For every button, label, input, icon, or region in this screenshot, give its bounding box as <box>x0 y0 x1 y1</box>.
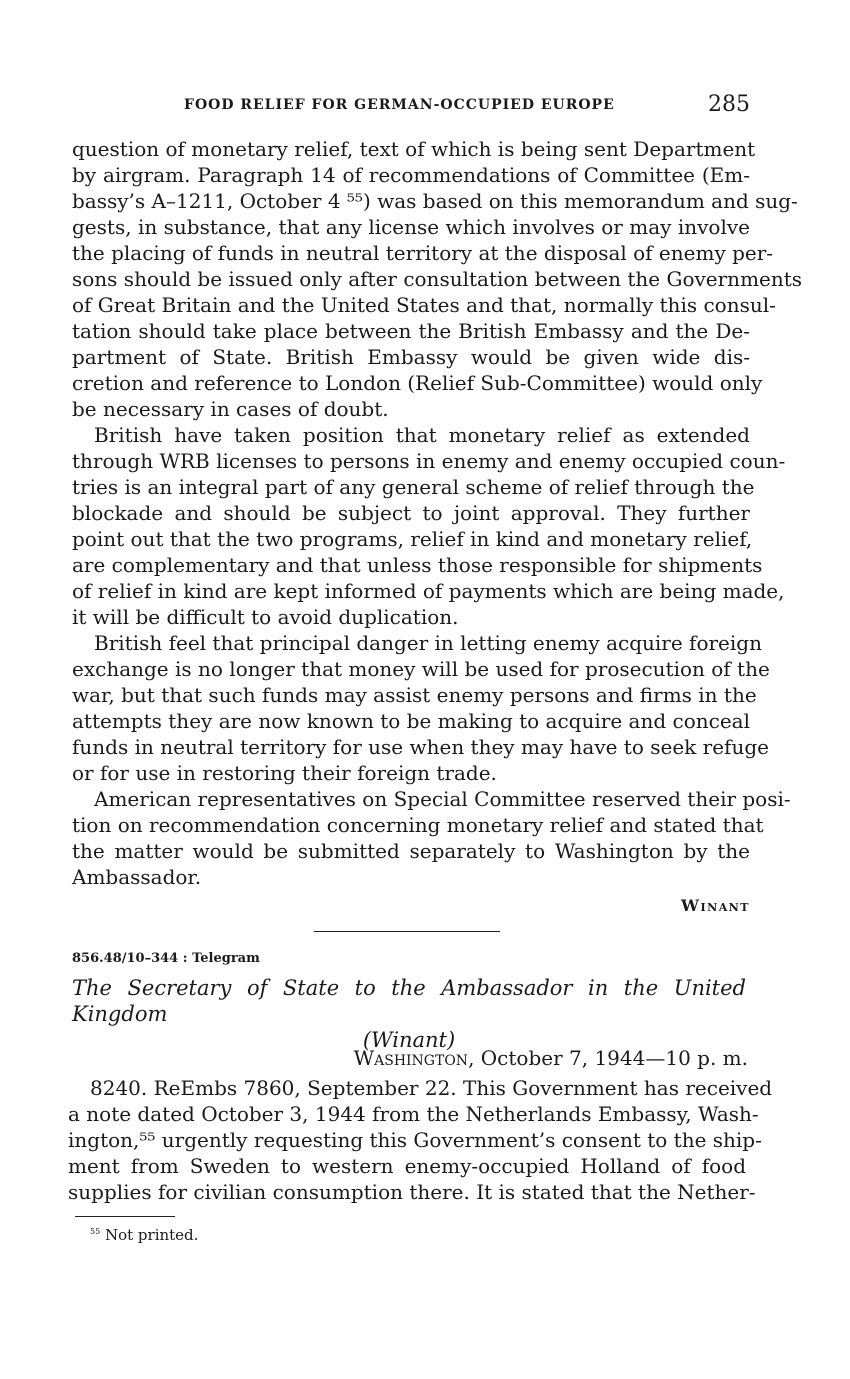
body-line: question of monetary relief, text of which is being sent Department <box>72 137 756 161</box>
telegram-heading <box>72 975 746 1053</box>
body-line: cretion and reference to London (Relief Sub-Committee) would only <box>72 371 763 395</box>
body-line: partment of State. British Embassy would be given wide dis- <box>72 345 750 369</box>
dateline-date: , October 7, 1944—10 p. m. <box>468 1046 748 1070</box>
body-line: the placing of funds in neutral territory at the disposal of enemy per- <box>72 241 774 265</box>
body-line: war, but that such funds may assist enemy persons and firms in the <box>72 683 757 707</box>
body-line: American representatives on Special Committee reserved their posi- <box>94 787 791 811</box>
body-line: it will be difficult to avoid duplication. <box>72 605 459 629</box>
body-line: gests, in substance, that any license which involves or may involve <box>72 215 750 239</box>
telegram-line: 8240. ReEmbs 7860, September 22. This Government has received <box>90 1076 773 1100</box>
dateline-place: Washington <box>353 1046 469 1070</box>
heading-line: (Winant) <box>362 1028 456 1052</box>
body-line: blockade and should be subject to joint approval. They further <box>72 501 750 525</box>
body-line: or for use in restoring their foreign trade. <box>72 761 497 785</box>
body-line: of relief in kind are kept informed of payments which are being made, <box>72 579 785 603</box>
telegram-line: supplies for civilian consumption there. It is stated that the Nether- <box>68 1180 756 1204</box>
body-line: British have taken position that monetary relief as extended <box>94 423 750 447</box>
body-line: British feel that principal danger in letting enemy acquire foreign <box>94 631 762 655</box>
telegram-line: ington,⁵⁵ urgently requesting this Government’s consent to the ship- <box>68 1128 762 1152</box>
body-line: the matter would be submitted separately to Washington by the <box>72 839 750 863</box>
body-line: funds in neutral territory for use when they may have to seek refuge <box>72 735 769 759</box>
document-id: 856.48/10–344 : Telegram <box>72 951 260 966</box>
page-number: 285 <box>708 92 750 117</box>
footnote-text: Not printed. <box>104 1226 199 1244</box>
body-line: point out that the two programs, relief in kind and monetary relief, <box>72 527 753 551</box>
body-line: by airgram. Paragraph 14 of recommendations of Committee (Em- <box>72 163 750 187</box>
body-line: sons should be issued only after consultation between the Governments <box>72 267 803 291</box>
footnote-divider <box>75 1216 175 1217</box>
body-line: tion on recommendation concerning monetary relief and stated that <box>72 813 764 837</box>
footnote <box>90 1226 198 1244</box>
running-title: FOOD RELIEF FOR GERMAN-OCCUPIED EUROPE <box>184 97 615 113</box>
body-text <box>72 136 803 926</box>
body-line: are complementary and that unless those responsible for shipments <box>72 553 763 577</box>
telegram-line: ment from Sweden to western enemy-occupied Holland of food <box>68 1154 746 1178</box>
body-line: tation should take place between the British Embassy and the De- <box>72 319 750 343</box>
section-divider <box>314 931 500 932</box>
body-line: exchange is no longer that money will be used for prosecution of the <box>72 657 770 681</box>
body-line: bassy’s A–1211, October 4 ⁵⁵) was based on this memorandum and sug- <box>72 189 798 213</box>
body-line: through WRB licenses to persons in enemy and enemy occupied coun- <box>72 449 786 473</box>
body-line: tries is an integral part of any general scheme of relief through the <box>72 475 755 499</box>
signature: Winant <box>681 896 750 915</box>
running-head <box>72 92 750 122</box>
telegram-line: a note dated October 3, 1944 from the Netherlands Embassy, Wash- <box>68 1102 759 1126</box>
heading-line: The Secretary of State to the Ambassador in the United Kingdom <box>72 976 746 1026</box>
body-line: of Great Britain and the United States and that, normally this consul- <box>72 293 776 317</box>
footnote-marker: 55 <box>90 1227 101 1236</box>
telegram-text <box>68 1075 773 1205</box>
dateline <box>354 1046 748 1070</box>
body-line: be necessary in cases of doubt. <box>72 397 389 421</box>
body-line: attempts they are now known to be making to acquire and conceal <box>72 709 750 733</box>
body-line: Ambassador. <box>72 865 202 889</box>
